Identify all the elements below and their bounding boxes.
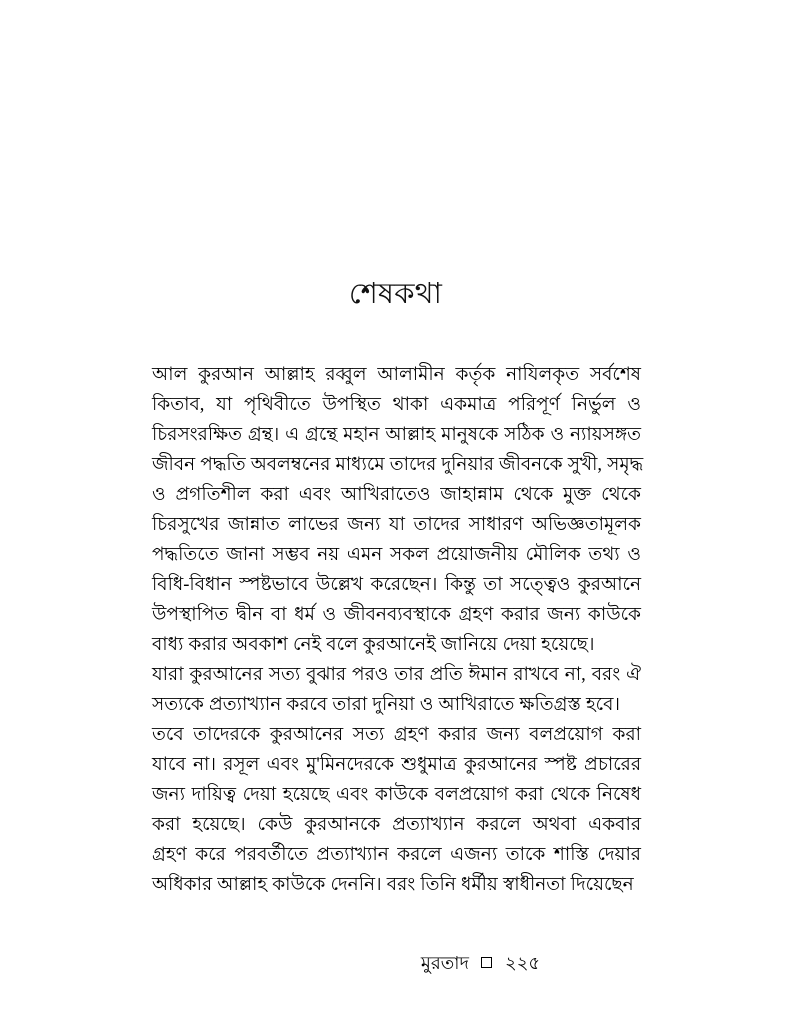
text-line: চিরসংরক্ষিত গ্রন্থ। এ গ্রন্থে মহান আল্লাহ মানুষকে সঠিক ও ন্যায়সঙ্গত — [152, 425, 641, 445]
text-line: চিরসুখের জান্নাত লাভের জন্য যা তাদের সাধারণ অভিজ্ঞতামূলক — [152, 515, 641, 535]
text-line: বিধি-বিধান স্পষ্টভাবে উল্লেখ করেছেন। কিন্তু তা সত্ত্বেও কুরআনে — [152, 575, 641, 595]
page-footer — [0, 948, 791, 976]
text-line: উপস্থাপিত দ্বীন বা ধর্ম ও জীবনব্যবস্থাকে গ্রহণ করার জন্য কাউকে — [152, 605, 641, 625]
square-box-icon — [481, 957, 492, 968]
text-line: ও প্রগতিশীল করা এবং আখিরাতেও জাহান্নাম থেকে মুক্ত থেকে — [152, 485, 641, 505]
text-line: জন্য দায়িত্ব দেয়া হয়েছে এবং কাউকে বলপ্রয়োগ করা থেকে নিষেধ — [152, 785, 641, 805]
body-text-block — [152, 360, 644, 900]
page-title: শেষকথা — [348, 278, 443, 311]
text-line: করা হয়েছে। কেউ কুরআনকে প্রত্যাখ্যান করলে অথবা একবার — [152, 815, 641, 835]
footer-content — [421, 948, 540, 976]
page-number: ২২৫ — [504, 952, 541, 973]
text-line: কিতাব, যা পৃথিবীতে উপস্থিত থাকা একমাত্র পরিপূর্ণ নির্ভুল ও — [152, 395, 641, 415]
text-line: গ্রহণ করে পরবর্তীতে প্রত্যাখ্যান করলে এজন্য তাকে শাস্তি দেয়ার — [152, 845, 641, 865]
text-line: সত্যকে প্রত্যাখ্যান করবে তারা দুনিয়া ও আখিরাতে ক্ষতিগ্রস্ত হবে। — [152, 695, 621, 715]
text-line: যাবে না। রসূল এবং মু'মিনদেরকে শুধুমাত্র কুরআনের স্পষ্ট প্রচারের — [152, 755, 641, 775]
text-line: তবে তাদেরকে কুরআনের সত্য গ্রহণ করার জন্য বলপ্রয়োগ করা — [152, 725, 641, 745]
text-line: অধিকার আল্লাহ কাউকে দেননি। বরং তিনি ধর্মীয় স্বাধীনতা দিয়েছেন — [152, 875, 634, 895]
text-line: যারা কুরআনের সত্য বুঝার পরও তার প্রতি ঈমান রাখবে না, বরং ঐ — [152, 665, 641, 685]
body-paragraph — [152, 360, 644, 900]
text-line: জীবন পদ্ধতি অবলম্বনের মাধ্যমে তাদের দুনিয়ার জীবনকে সুখী, সমৃদ্ধ — [152, 455, 644, 475]
footer-book-label: মুরতাদ — [420, 952, 469, 973]
text-line: পদ্ধতিতে জানা সম্ভব নয় এমন সকল প্রয়োজনীয় মৌলিক তথ্য ও — [152, 545, 641, 565]
text-line: আল কুরআন আল্লাহ রব্বুল আলামীন কর্তৃক নাযিলকৃত সর্বশেষ — [152, 365, 641, 385]
text-line: বাধ্য করার অবকাশ নেই বলে কুরআনেই জানিয়ে দেয়া হয়েছে। — [152, 635, 595, 655]
